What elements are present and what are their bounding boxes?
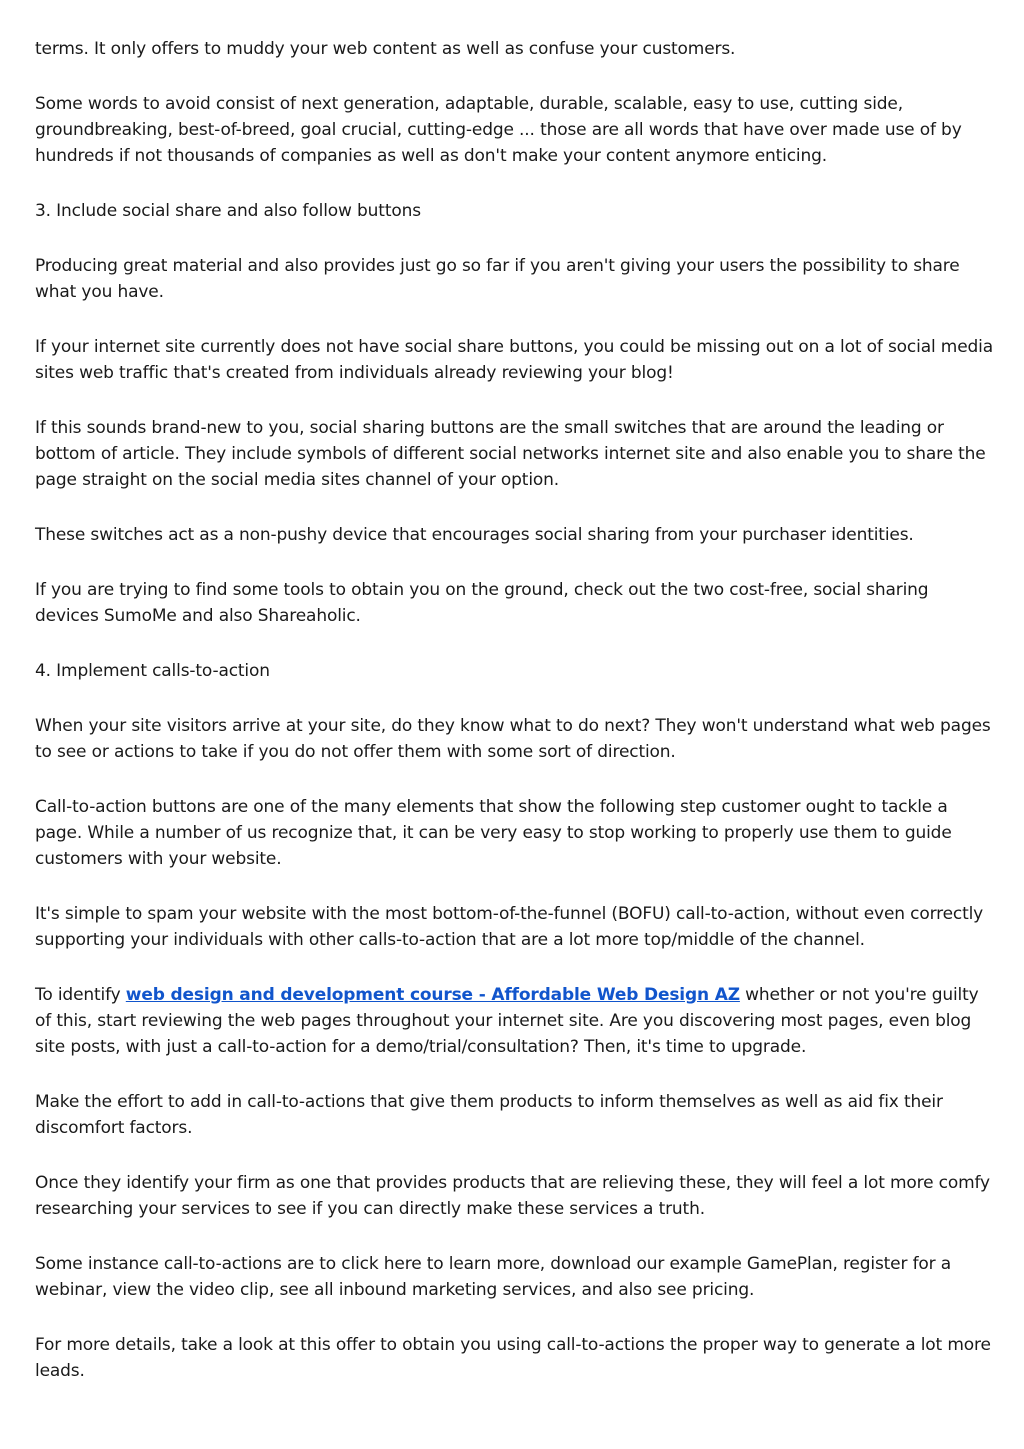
paragraph-cta-examples: Some instance call-to-actions are to click here to learn more, download our example GamePlan, register for a webinar, view the video clip, see all inbound marketing services, and also see pricing. (35, 1254, 952, 1300)
paragraph-identify-firm: Once they identify your firm as one that provides products that are relieving these, they will feel a lot more comfy researching your services to see if you can directly make these services a truth. (35, 1173, 990, 1219)
paragraph-sharing-buttons-explained: If this sounds brand-new to you, social sharing buttons are the small switches that are around the leading or bottom of article. They include symbols of different social networks internet site and also enable you to share the page straight on the social media sites channel of your option. (35, 418, 986, 490)
paragraph-make-the-effort: Make the effort to add in call-to-actions that give them products to inform themselves as well as aid fix their discomfort factors. (35, 1092, 943, 1138)
paragraph-sharing-tools: If you are trying to find some tools to obtain you on the ground, check out the two cost-free, social sharing devices SumoMe and also Shareaholic. (35, 580, 929, 626)
paragraph-more-details: For more details, take a look at this offer to obtain you using call-to-actions the proper way to generate a lot more leads. (35, 1335, 991, 1381)
heading-calls-to-action: 4. Implement calls-to-action (35, 661, 270, 681)
paragraph-identify-with-link (35, 982, 995, 1060)
paragraph-visitors-arrive: When your site visitors arrive at your site, do they know what to do next? They won't understand what web pages to see or actions to take if you do not offer them with some sort of direction. (35, 716, 991, 762)
paragraph-missing-traffic: If your internet site currently does not have social share buttons, you could be missing out on a lot of social media sites web traffic that's created from individuals already reviewing your blog! (35, 337, 993, 383)
heading-social-share: 3. Include social share and also follow buttons (35, 201, 421, 221)
paragraph-cta-buttons: Call-to-action buttons are one of the many elements that show the following step customer ought to tackle a page. While a number of us recognize that, it can be very easy to stop working to properly use them to guide customers with your website. (35, 797, 952, 869)
paragraph-words-to-avoid: Some words to avoid consist of next generation, adaptable, durable, scalable, easy to use, cutting side, groundbreaking, best-of-breed, goal crucial, cutting-edge ... those are all words that have over made use of by hundreds if not thousands of companies as well as don't make your content anymore enticing. (35, 94, 962, 166)
paragraph-non-pushy-device: These switches act as a non-pushy device that encourages social sharing from your purchaser identities. (35, 525, 914, 545)
paragraph-producing-material: Producing great material and also provides just go so far if you aren't giving your users the possibility to share what you have. (35, 256, 960, 302)
web-design-course-link[interactable]: web design and development course - Affordable Web Design AZ (125, 985, 740, 1005)
link-paragraph-after: whether or not you're guilty of this, start reviewing the web pages throughout your internet site. Are you discovering most pages, even blog site posts, with just a call-to-action for a demo/trial/consultation? Then, it's time to upgrade. (35, 985, 979, 1057)
paragraph-muddy-terms: terms. It only offers to muddy your web content as well as confuse your customers. (35, 39, 736, 59)
link-paragraph-before: To identify (35, 985, 126, 1005)
article-body (35, 36, 995, 1413)
paragraph-bofu-spam: It's simple to spam your website with the most bottom-of-the-funnel (BOFU) call-to-action, without even correctly supporting your individuals with other calls-to-action that are a lot more top/middle of the channel. (35, 904, 984, 950)
